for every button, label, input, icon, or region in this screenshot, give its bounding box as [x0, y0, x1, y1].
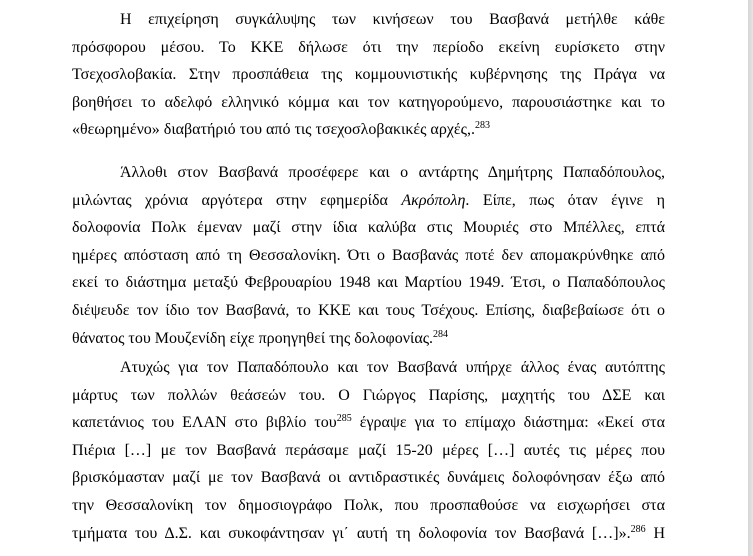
text-line: μάρτυς των πολλών θεάσεών του. Ο Γιώργος Παρίσης, μαχητής του ΔΣΕ και [72, 386, 665, 404]
line-text: «θεωρημένο» διαβατήριό του από τις τσεχοσλοβακικές αρχές,. [72, 121, 475, 139]
text-line: Η επιχείρηση συγκάλυψης των κινήσεων του Βασβανά μετήλθε κάθε [120, 11, 665, 28]
text-line: πρόσφορου μέσου. Το ΚΚΕ δήλωσε ότι την περίοδο εκείνη ευρίσκετο στην [72, 38, 665, 56]
footnote-ref[interactable]: 283 [474, 120, 490, 132]
footnote-ref[interactable]: 286 [630, 523, 646, 535]
text-line: βρισκόμασταν μαζί με τον Βασβανά οι αντιδραστικές δυνάμεις δολοφόνησαν έξω από [72, 469, 665, 487]
line-text: καπετάνιος του ΕΛΑΝ στο βιβλίο του [72, 414, 337, 432]
text-line [72, 409, 665, 437]
text-line: την Θεσσαλονίκη τον δημοσιογράφο Πολκ, που προσπαθούσε να εισχωρήσει στα [72, 496, 665, 514]
page-gutter [748, 0, 753, 556]
text-line [72, 520, 665, 548]
line-text: θάνατος του Μουζενίδη είχε προηγηθεί της δολοφονίας. [72, 329, 434, 347]
text-line: Πιέρια […] με τον Βασβανά περάσαμε μαζί 15-20 μέρες […] αυτές τις μέρες που [72, 441, 665, 459]
text-line: ημέρες απόσταση από τη Θεσσαλονίκη. Ότι ο Βασβανάς ποτέ δεν απομακρύνθηκε από [72, 246, 665, 264]
text-line: διέψευδε τον ίδιο τον Βασβανά, το ΚΚΕ και τους Τσέχους. Επίσης, διαβεβαίωσε ότι ο [72, 301, 665, 319]
paragraph-3 [72, 354, 665, 547]
text-line: Ατυχώς για τον Παπαδόπουλο και τον Βασβανά υπήρχε άλλος ένας αυτόπτης [120, 359, 665, 376]
text-line: βοηθήσει το αδελφό ελληνικό κόμμα και τον κατηγορούμενο, παρουσιάστηκε και το [72, 93, 665, 111]
line-text: μιλώντας χρόνια αργότερα στην εφημερίδα [72, 191, 402, 209]
text-line [72, 325, 665, 353]
text-line: δολοφονία Πολκ έμεναν μαζί στην ίδια καλύβα στις Μουριές στο Μπέλλες, επτά [72, 219, 665, 237]
text-line: Τσεχοσλοβακία. Στην προσπάθεια της κομμουνιστικής κυβέρνησης της Πράγα να [72, 66, 665, 84]
line-text: . Είπε, πως όταν έγινε η [465, 191, 666, 209]
paragraph-2 [72, 159, 665, 352]
paragraph-1 [72, 6, 665, 144]
line-text: τμήματα του Δ.Σ. και συκοφάντησαν γι΄ αυτή τη δολοφονία τον Βασβανά […]». [72, 524, 631, 542]
text-line [72, 187, 665, 215]
text-line: Άλλοθι στον Βασβανά προσέφερε και ο αντάρτης Δημήτρης Παπαδόπουλος, [120, 164, 665, 181]
footnote-ref[interactable]: 285 [336, 413, 352, 425]
newspaper-title: Ακρόπολη [401, 191, 466, 209]
footnote-ref[interactable]: 284 [433, 328, 449, 340]
text-line [72, 116, 665, 144]
text-line: εκεί το διάστημα μεταξύ Φεβρουαρίου 1948 και Μαρτίου 1949. Έτσι, ο Παπαδόπουλος [72, 274, 665, 292]
line-text: Η [645, 524, 666, 542]
line-text: έγραψε για το επίμαχο διάστημα: «Εκεί στα [351, 414, 665, 432]
